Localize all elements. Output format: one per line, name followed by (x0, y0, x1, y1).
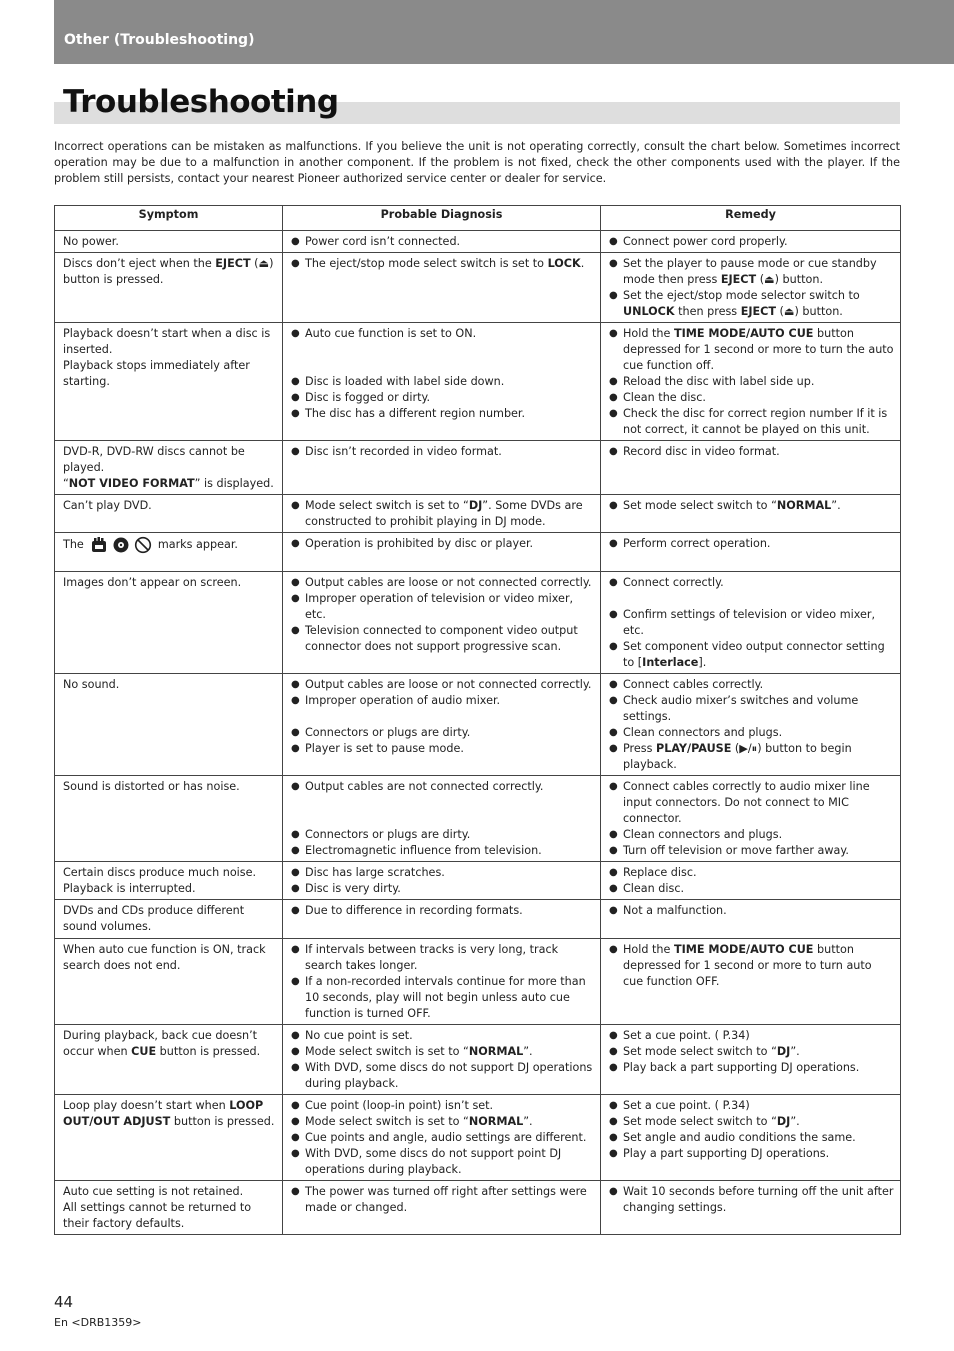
diagnosis-cell: ● Output cables are not connected correctly. ● Connectors or plugs are dirty. ● Electromagnetic influence from television. (283, 776, 601, 862)
table-row (55, 1181, 901, 1235)
header-diagnosis: Probable Diagnosis (283, 206, 601, 231)
remedy-cell: ● Connect cables correctly. ● Check audio mixer’s switches and volume settings. ● Clean connectors and plugs. ● Press PLAY/PAUSE (▶/⏸) button to begin playback. (601, 674, 901, 776)
diagnosis-cell: ● The power was turned off right after settings were made or changed. (283, 1181, 601, 1235)
section-header-bar (54, 0, 954, 64)
intro-paragraph: Incorrect operations can be mistaken as malfunctions. If you believe the unit is not operating correctly, consult the chart below. Sometimes incorrect operation may be due to a malfunction in another component. If the problem is not fixed, check the other components used with the player. If the problem still persists, contact your nearest Pioneer authorized service center or dealer for service. (54, 140, 900, 185)
header-remedy: Remedy (601, 206, 901, 231)
symptom-cell: Loop play doesn’t start when LOOP OUT/OUT ADJUST button is pressed. (55, 1095, 283, 1181)
remedy-cell: ● Set a cue point. ( P.34) ● Set mode select switch to “DJ”. ● Set angle and audio conditions the same. ● Play a part supporting DJ operations. (601, 1095, 901, 1181)
symptom-cell: DVDs and CDs produce different sound volumes. (55, 900, 283, 939)
symptom-cell: No power. (55, 231, 283, 253)
table-row (55, 939, 901, 1025)
diagnosis-cell: ● Disc has large scratches. ● Disc is very dirty. (283, 862, 601, 900)
symptom-cell: Sound is distorted or has noise. (55, 776, 283, 862)
symptom-cell: The marks appear. (55, 533, 283, 572)
prohibited-icon (134, 536, 152, 554)
symptom-cell: When auto cue function is ON, track search does not end. (55, 939, 283, 1025)
table-row (55, 495, 901, 533)
table-row (55, 776, 901, 862)
symptom-cell: Certain discs produce much noise. Playback is interrupted. (55, 862, 283, 900)
table-row (55, 441, 901, 495)
symptom-cell: During playback, back cue doesn’t occur when CUE button is pressed. (55, 1025, 283, 1095)
document-code: En <DRB1359> (54, 1316, 142, 1329)
remedy-cell: ● Connect power cord properly. (601, 231, 901, 253)
diagnosis-cell: ● Operation is prohibited by disc or player. (283, 533, 601, 572)
symptom-cell: Playback doesn’t start when a disc is inserted. Playback stops immediately after starting. (55, 323, 283, 441)
symptom-cell: Can’t play DVD. (55, 495, 283, 533)
symptom-cell: Auto cue setting is not retained. All settings cannot be returned to their factory defaults. (55, 1181, 283, 1235)
symptom-cell: No sound. (55, 674, 283, 776)
diagnosis-cell: ● Output cables are loose or not connected correctly. ● Improper operation of television or video mixer, etc. ● Television connected to component video output connector does not support progressive scan. (283, 572, 601, 674)
remedy-cell: ● Set mode select switch to “NORMAL”. (601, 495, 901, 533)
table-header-row (55, 206, 901, 231)
table-row (55, 253, 901, 323)
diagnosis-cell: ● Power cord isn’t connected. (283, 231, 601, 253)
table-row (55, 231, 901, 253)
remedy-cell: ● Perform correct operation. (601, 533, 901, 572)
remedy-cell: ● Set a cue point. ( P.34) ● Set mode select switch to “DJ”. ● Play back a part supporting DJ operations. (601, 1025, 901, 1095)
table-row (55, 862, 901, 900)
diagnosis-cell: ● No cue point is set. ● Mode select switch is set to “NORMAL”. ● With DVD, some discs do not support DJ operations during playback. (283, 1025, 601, 1095)
diagnosis-cell: ● If intervals between tracks is very long, track search takes longer. ● If a non-recorded intervals continue for more than 10 seconds, play will not begin unless auto cue function is turned OFF. (283, 939, 601, 1025)
diagnosis-cell: ● The eject/stop mode select switch is set to LOCK. (283, 253, 601, 323)
troubleshooting-table (54, 205, 901, 1235)
disc-hand-icon (112, 536, 130, 554)
remedy-cell: ● Not a malfunction. (601, 900, 901, 939)
page-number: 44 (54, 1293, 74, 1311)
hand-icon (90, 536, 108, 554)
diagnosis-cell: ● Cue point (loop-in point) isn’t set. ● Mode select switch is set to “NORMAL”. ● Cue points and angle, audio settings are different. ● With DVD, some discs do not support point DJ operations during playback. (283, 1095, 601, 1181)
remedy-cell: ● Hold the TIME MODE/AUTO CUE button depressed for 1 second or more to turn the auto cue function off. ● Reload the disc with label side up. ● Clean the disc. ● Check the disc for correct region number If it is not correct, it cannot be played on this unit. (601, 323, 901, 441)
diagnosis-cell: ● Auto cue function is set to ON. ● Disc is loaded with label side down. ● Disc is fogged or dirty. ● The disc has a different region number. (283, 323, 601, 441)
header-symptom: Symptom (55, 206, 283, 231)
remedy-cell: ● Wait 10 seconds before turning off the unit after changing settings. (601, 1181, 901, 1235)
table-row (55, 900, 901, 939)
table-row (55, 323, 901, 441)
remedy-cell: ● Set the player to pause mode or cue standby mode then press EJECT (⏏) button. ● Set the eject/stop mode selector switch to UNLOCK then press EJECT (⏏) button. (601, 253, 901, 323)
symptom-cell: Discs don’t eject when the EJECT (⏏) button is pressed. (55, 253, 283, 323)
page-title: Troubleshooting (63, 84, 339, 120)
diagnosis-cell: ● Due to difference in recording formats. (283, 900, 601, 939)
diagnosis-cell: ● Disc isn’t recorded in video format. (283, 441, 601, 495)
prohibition-icons (90, 536, 152, 554)
table-row (55, 533, 901, 572)
table-row (55, 572, 901, 674)
remedy-cell: ● Connect correctly. ● Confirm settings of television or video mixer, etc. ● Set component video output connector setting to [Interlace]. (601, 572, 901, 674)
remedy-cell: ● Hold the TIME MODE/AUTO CUE button depressed for 1 second or more to turn auto cue function OFF. (601, 939, 901, 1025)
symptom-cell: Images don’t appear on screen. (55, 572, 283, 674)
diagnosis-cell: ● Output cables are loose or not connected correctly. ● Improper operation of audio mixer. ● Connectors or plugs are dirty. ● Player is set to pause mode. (283, 674, 601, 776)
diagnosis-cell: ● Mode select switch is set to “DJ”. Some DVDs are constructed to prohibit playing in DJ mode. (283, 495, 601, 533)
remedy-cell: ● Replace disc. ● Clean disc. (601, 862, 901, 900)
section-header-label: Other (Troubleshooting) (64, 32, 255, 48)
table-row (55, 674, 901, 776)
remedy-cell: ● Record disc in video format. (601, 441, 901, 495)
remedy-cell: ● Connect cables correctly to audio mixer line input connectors. Do not connect to MIC connector. ● Clean connectors and plugs. ● Turn off television or move farther away. (601, 776, 901, 862)
table-row (55, 1025, 901, 1095)
table-row (55, 1095, 901, 1181)
symptom-cell: DVD-R, DVD-RW discs cannot be played. “NOT VIDEO FORMAT” is displayed. (55, 441, 283, 495)
